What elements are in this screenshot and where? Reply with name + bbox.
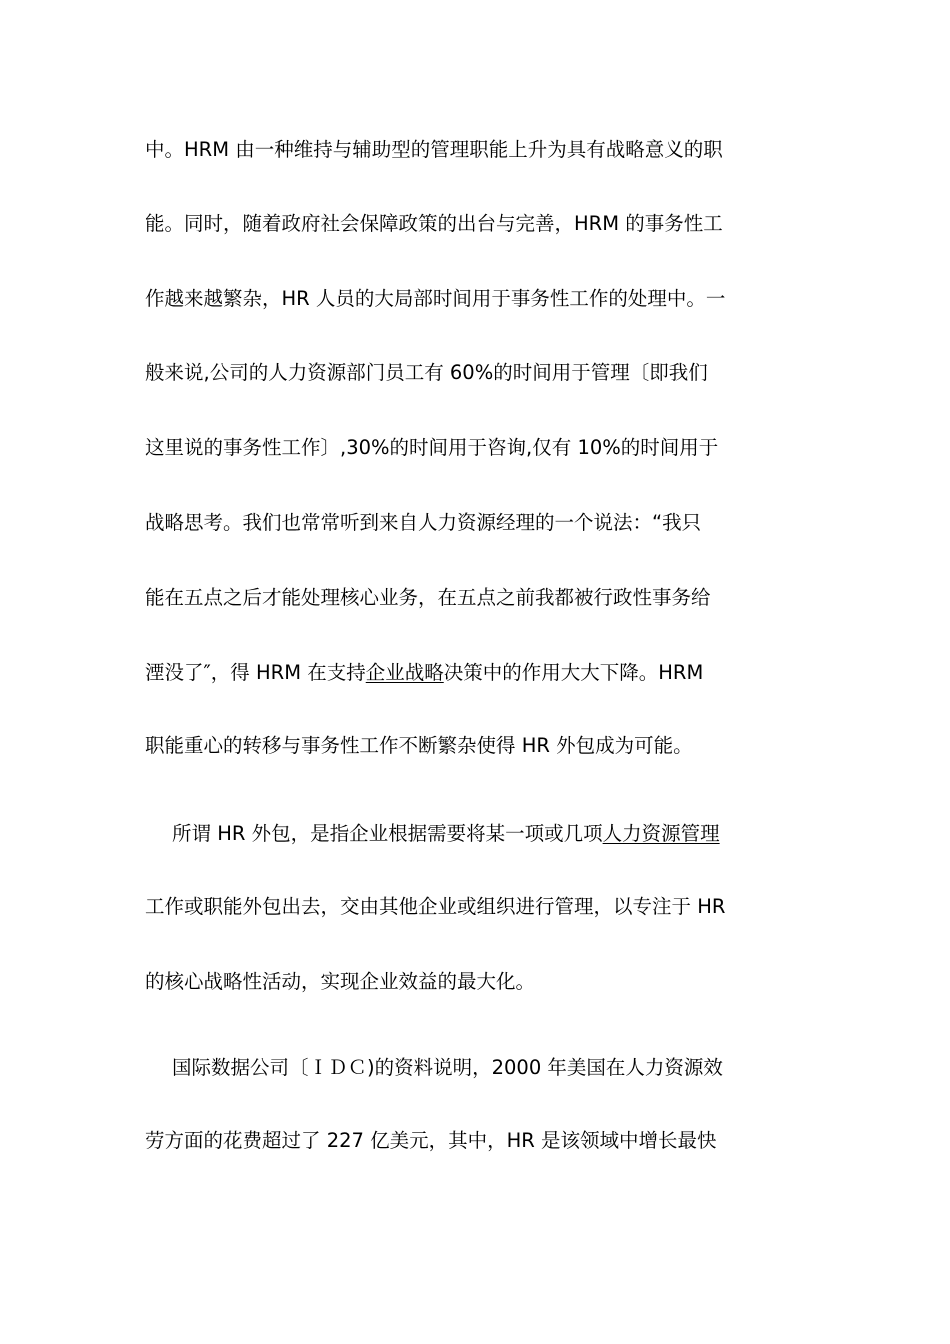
text-line: 工作或职能外包出去，交由其他企业或组织进行管理，以专注于 HR (145, 895, 726, 918)
text-segment: 湮没了″，得 HRM 在支持 (145, 661, 366, 684)
text-line: 能在五点之后才能处理核心业务，在五点之前我都被行政性事务给 (145, 586, 711, 609)
text-line: 中。HRM 由一种维持与辅助型的管理职能上升为具有战略意义的职 (145, 138, 723, 161)
text-line: 国际数据公司〔ＩＤＣ)的资料说明，2000 年美国在人力资源效 (172, 1056, 723, 1079)
text-line (172, 814, 825, 854)
text-line: 职能重心的转移与事务性工作不断繁杂使得 HR 外包成为可能。 (145, 734, 693, 757)
text-segment: 决策中的作用大大下降。HRM (443, 661, 704, 684)
text-segment: 所谓 HR 外包，是指企业根据需要将某一项或几项 (172, 822, 603, 845)
text-line: 能。同时，随着政府社会保障政策的出台与完善，HRM 的事务性工 (145, 212, 723, 235)
text-line: 作越来越繁杂，HR 人员的大局部时间用于事务性工作的处理中。一 (145, 287, 726, 310)
text-line: 这里说的事务性工作〕,30%的时间用于咨询,仅有 10%的时间用于 (145, 436, 719, 459)
link-human-resource-management[interactable]: 人力资源管理 (602, 822, 720, 845)
text-line: 的核心战略性活动，实现企业效益的最大化。 (145, 970, 536, 993)
text-line (145, 653, 825, 693)
text-line: 劳方面的花费超过了 227 亿美元，其中，HR 是该领域中增长最快 (145, 1129, 717, 1152)
text-line: 战略思考。我们也常常听到来自人力资源经理的一个说法：“我只 (145, 511, 702, 534)
text-line: 般来说,公司的人力资源部门员工有 60%的时间用于管理〔即我们 (145, 361, 708, 384)
link-enterprise-strategy[interactable]: 企业战略 (365, 661, 444, 684)
